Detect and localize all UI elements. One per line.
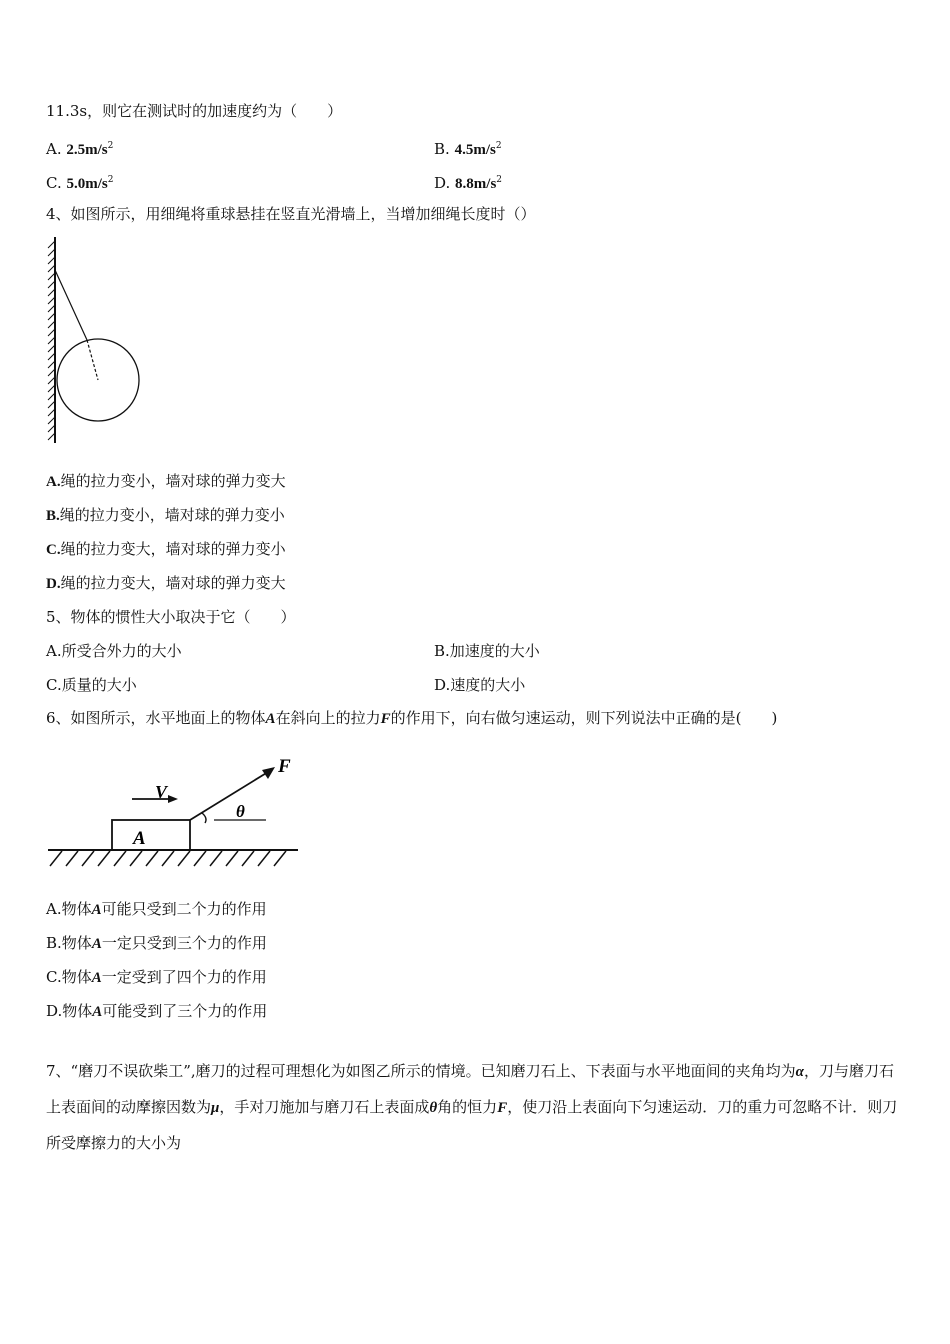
question-3-tail: 11.3s，则它在测试时的加速度约为（ ） xyxy=(46,102,343,120)
q4-option-b xyxy=(46,505,285,526)
block-a xyxy=(112,820,190,850)
option-text: 一定受到了四个力的作用 xyxy=(101,968,267,986)
option-letter: D. xyxy=(46,576,61,592)
variable-theta: θ xyxy=(429,1100,438,1116)
stem-part: 角的恒力 xyxy=(437,1098,498,1116)
wall-ball-figure xyxy=(40,235,150,450)
option-text: 所受合外力的大小 xyxy=(61,642,182,660)
option-text: 物体 xyxy=(61,900,92,918)
q3-option-c xyxy=(46,170,113,194)
option-text: 物体 xyxy=(61,934,92,952)
option-letter: C. xyxy=(46,968,62,986)
stem-part: 在斜向上的拉力 xyxy=(275,709,381,727)
wall-hatching xyxy=(48,241,55,440)
option-value: 5.0m/s xyxy=(66,176,108,192)
ground-hatching xyxy=(50,851,286,866)
q5-option-a xyxy=(46,641,182,661)
stem-part: ，使刀沿上表面向下匀速运动．刀的重力可忽略不计．则刀所受摩擦力的大小为 xyxy=(46,1098,898,1152)
q4-option-c xyxy=(46,539,286,560)
q3-option-a xyxy=(46,136,113,160)
q5-option-c xyxy=(46,675,137,695)
variable-mu: μ xyxy=(211,1100,220,1116)
variable-f: F xyxy=(380,711,391,727)
block-a-label: A xyxy=(133,828,146,849)
rope-extension-dashed xyxy=(87,340,98,380)
force-arrowhead xyxy=(262,767,275,779)
option-exponent: 2 xyxy=(107,141,114,151)
variable-a: A xyxy=(91,936,102,952)
variable-a: A xyxy=(91,970,102,986)
option-letter: C. xyxy=(46,676,62,694)
option-letter: D. xyxy=(434,676,451,694)
force-arrow xyxy=(190,772,268,820)
variable-f: F xyxy=(497,1100,508,1116)
q3-option-d xyxy=(434,170,502,194)
option-text: 物体 xyxy=(62,1002,93,1020)
option-text: 可能受到了三个力的作用 xyxy=(102,1002,268,1020)
option-letter: D. xyxy=(434,174,451,192)
q5-option-d xyxy=(434,675,525,695)
option-letter: B. xyxy=(46,508,60,524)
option-letter: D. xyxy=(46,1002,63,1020)
velocity-label: V xyxy=(155,782,168,802)
option-letter: A. xyxy=(46,900,62,918)
option-exponent: 2 xyxy=(107,175,114,185)
q5-option-b xyxy=(434,641,540,661)
option-text: 物体 xyxy=(61,968,92,986)
option-text: 绳的拉力变小，墙对球的弹力变大 xyxy=(60,472,286,490)
stem-part: ，刀与磨刀石上表面间的动摩擦因数为 xyxy=(46,1062,894,1116)
stem-part: 7、“磨刀不误砍柴工”,磨刀的过程可理想化为如图乙所示的情境。已知磨刀石上、下表面与水平地面间的夹角均为 xyxy=(46,1062,796,1080)
option-exponent: 2 xyxy=(495,141,502,151)
variable-a: A xyxy=(265,711,276,727)
option-value: 4.5m/s xyxy=(454,142,496,158)
option-text: 绳的拉力变大，墙对球的弹力变大 xyxy=(60,574,286,592)
question-5-stem: 5、物体的惯性大小取决于它（ ） xyxy=(46,608,296,626)
option-letter: C. xyxy=(46,542,61,558)
rope-line xyxy=(55,270,87,340)
q4-option-a xyxy=(46,471,286,492)
stem-part: 6、如图所示，水平地面上的物体 xyxy=(46,709,266,727)
variable-a: A xyxy=(91,902,102,918)
option-letter: A. xyxy=(46,140,62,158)
option-text: 绳的拉力变大，墙对球的弹力变小 xyxy=(60,540,286,558)
q6-option-b xyxy=(46,933,267,954)
question-6-stem xyxy=(46,708,777,729)
q6-option-a xyxy=(46,899,267,920)
question-7-stem xyxy=(46,1054,908,1161)
block-force-figure xyxy=(44,748,304,878)
stem-part: ，手对刀施加与磨刀石上表面成 xyxy=(219,1098,430,1116)
q3-option-b xyxy=(434,136,502,160)
option-text: 绳的拉力变小，墙对球的弹力变小 xyxy=(59,506,285,524)
option-letter: B. xyxy=(434,140,450,158)
stem-part: 的作用下，向右做匀速运动，则下列说法中正确的是( ) xyxy=(390,709,778,727)
option-letter: B. xyxy=(434,642,450,660)
option-letter: A. xyxy=(46,642,62,660)
variable-a: A xyxy=(92,1004,103,1020)
variable-alpha: α xyxy=(795,1064,804,1080)
angle-arc xyxy=(202,813,206,823)
option-text: 一定只受到三个力的作用 xyxy=(101,934,267,952)
option-value: 2.5m/s xyxy=(66,142,108,158)
option-text: 质量的大小 xyxy=(61,676,137,694)
question-4-stem: 4、如图所示，用细绳将重球悬挂在竖直光滑墙上，当增加细绳长度时（） xyxy=(46,205,536,223)
option-exponent: 2 xyxy=(496,175,503,185)
option-text: 速度的大小 xyxy=(450,676,526,694)
option-text: 加速度的大小 xyxy=(449,642,540,660)
force-label: F xyxy=(278,756,291,777)
q4-option-d xyxy=(46,573,286,594)
option-letter: A. xyxy=(46,474,61,490)
option-text: 可能只受到二个力的作用 xyxy=(101,900,267,918)
q6-option-c xyxy=(46,967,267,988)
angle-label: θ xyxy=(236,802,245,821)
q6-option-d xyxy=(46,1001,267,1022)
velocity-arrowhead xyxy=(168,795,178,803)
option-letter: C. xyxy=(46,174,62,192)
option-letter: B. xyxy=(46,934,62,952)
option-value: 8.8m/s xyxy=(455,176,497,192)
